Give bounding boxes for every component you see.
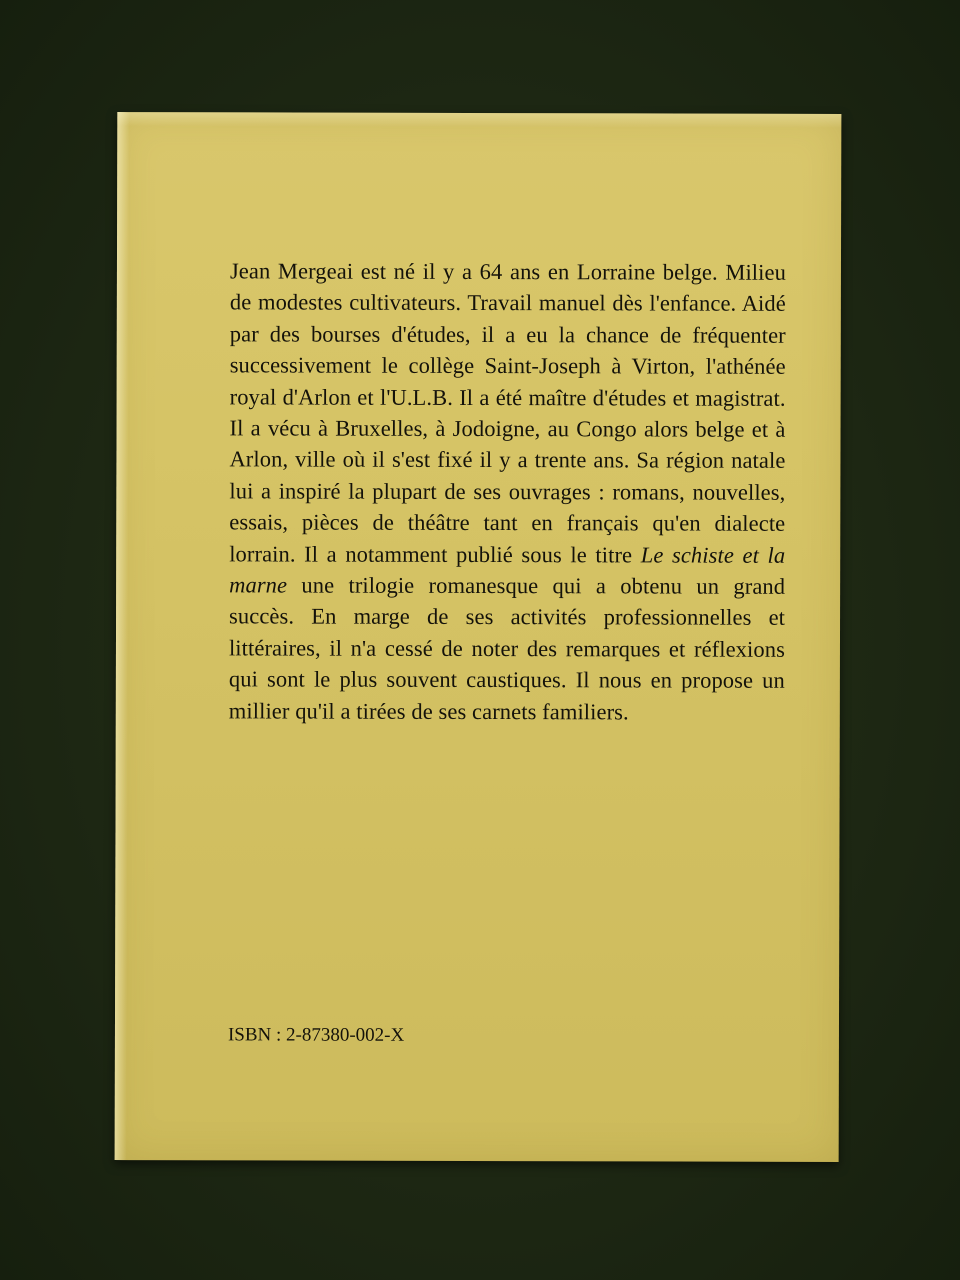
- author-blurb: [229, 255, 786, 728]
- book-back-cover: [115, 112, 842, 1162]
- book-title: Le schiste et la marne: [229, 542, 786, 598]
- blurb-text-part1: Jean Mergeai est né il y a 64 ans en Lorraine belge. Milieu de modestes cultivateurs. Travail manuel dès l'enfance. Aidé par des bourses d'études, il a eu la chance de fréquenter successivement le collège Saint-Joseph à Virton, l'athénée royal d'Arlon et l'U.L.B. Il a été maître d'études et magistrat. Il a vécu à Bruxelles, à Jodoigne, au Congo alors belge et à Arlon, ville où il s'est fixé il y a trente ans. Sa région natale lui a inspiré la plupart de ses ouvrages : romans, nouvelles, essais, pièces de théâtre tant en français qu'en dialecte lorrain. Il a notamment publié sous le titre: [229, 258, 786, 568]
- isbn-label: ISBN : 2-87380-002-X: [227, 1024, 405, 1046]
- blurb-text-part2: une trilogie romanesque qui a obtenu un grand succès. En marge de ses activités professionnelles et littéraires, il n'a cessé de noter des remarques et réflexions qui sont le plus souvent caustiques. Il nous en propose un millier qu'il a tirées de ses carnets familiers.: [228, 572, 786, 725]
